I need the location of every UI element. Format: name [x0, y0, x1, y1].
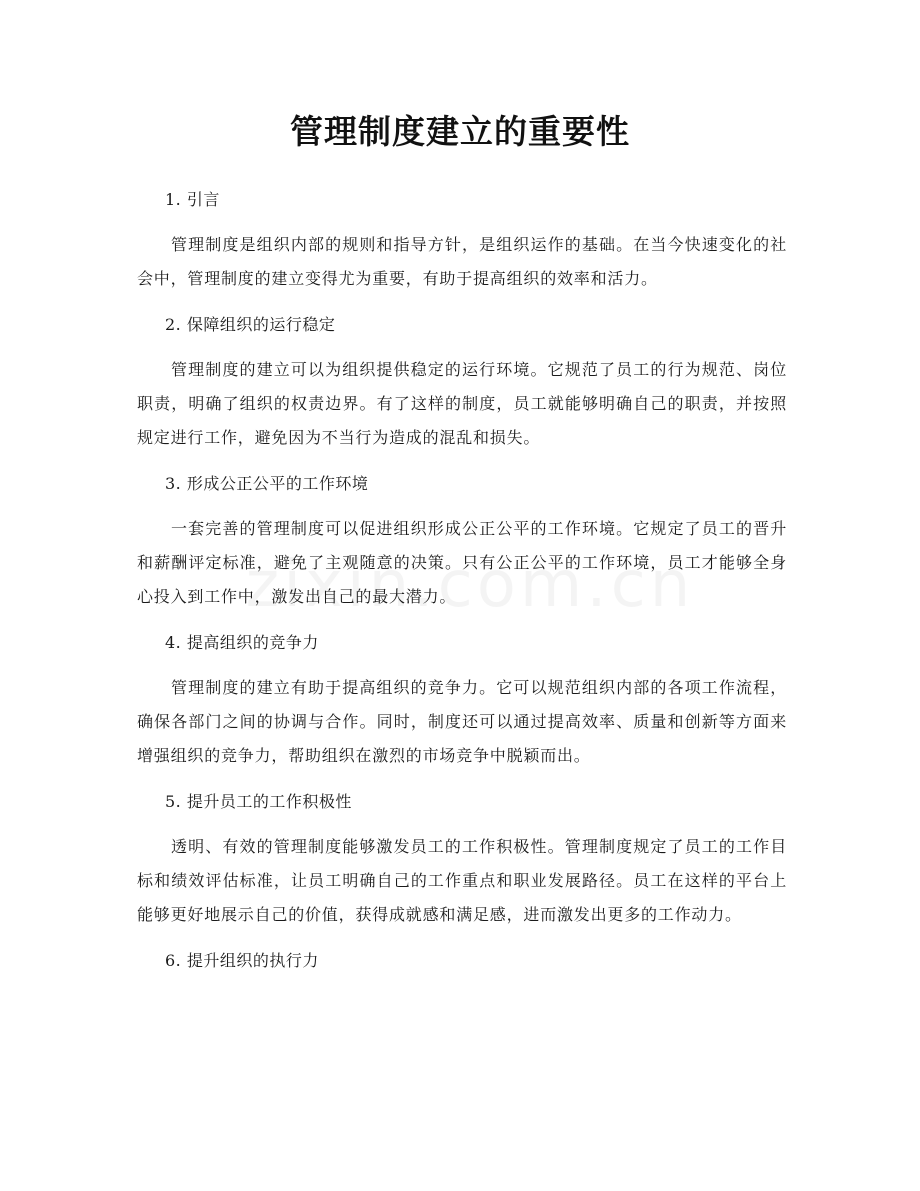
section [137, 947, 787, 975]
section [137, 311, 787, 455]
section-paragraph: 管理制度的建立有助于提高组织的竞争力。它可以规范组织内部的各项工作流程，确保各部门之间的协调与合作。同时，制度还可以通过提高效率、质量和创新等方面来增强组织的竞争力，帮助组织在激烈的市场竞争中脱颖而出。 [137, 678, 787, 765]
section-heading: 1. 引言 [165, 190, 220, 209]
document-body [137, 186, 787, 975]
section [137, 186, 787, 296]
section [137, 470, 787, 614]
section [137, 788, 787, 932]
section [137, 629, 787, 773]
section-paragraph: 一套完善的管理制度可以促进组织形成公正公平的工作环境。它规定了员工的晋升和薪酬评定标准，避免了主观随意的决策。只有公正公平的工作环境，员工才能够全身心投入到工作中，激发出自己的最大潜力。 [137, 519, 787, 606]
section-heading: 2. 保障组织的运行稳定 [165, 315, 336, 334]
section-paragraph: 透明、有效的管理制度能够激发员工的工作积极性。管理制度规定了员工的工作目标和绩效评估标准，让员工明确自己的工作重点和职业发展路径。员工在这样的平台上能够更好地展示自己的价值，获得成就感和满足感，进而激发出更多的工作动力。 [137, 837, 787, 924]
document-title: 管理制度建立的重要性 [290, 112, 630, 151]
section-heading: 3. 形成公正公平的工作环境 [165, 474, 369, 493]
section-heading: 4. 提高组织的竞争力 [165, 633, 319, 652]
section-paragraph: 管理制度的建立可以为组织提供稳定的运行环境。它规范了员工的行为规范、岗位职责，明确了组织的权责边界。有了这样的制度，员工就能够明确自己的职责，并按照规定进行工作，避免因为不当行为造成的混乱和损失。 [137, 360, 787, 447]
section-heading: 5. 提升员工的工作积极性 [165, 792, 352, 811]
section-heading: 6. 提升组织的执行力 [165, 951, 319, 970]
section-paragraph: 管理制度是组织内部的规则和指导方针，是组织运作的基础。在当今快速变化的社会中，管理制度的建立变得尤为重要，有助于提高组织的效率和活力。 [137, 235, 787, 288]
